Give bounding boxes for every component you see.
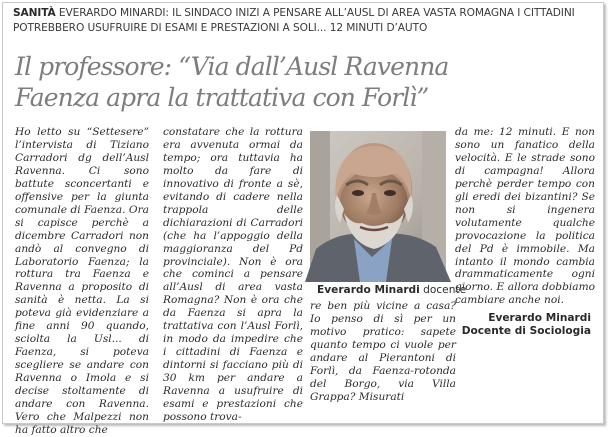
headline [15,51,600,113]
author-photo [310,131,446,282]
column-3-text: re ben più vicine a casa? Io penso di sì per un motivo pratico: sapete quanto tempo ci vuole per andare al Pierantoni di Forlì, da Faenza-rotonda del Borgo, via Villa Grappa? Misurati [310,300,456,403]
portrait-image [310,131,446,282]
article-column-3 [310,300,456,404]
headline-line-2: Faenza apra la trattativa con Forlì” [15,83,429,112]
photo-caption [317,284,466,296]
caption-name: Everardo Minardi [317,284,420,296]
article-column-1 [15,126,149,437]
article-column-2 [163,126,303,424]
signature-title: Docente di Sociologia [461,325,591,337]
headline-line-1: Il professore: “Via dall’Ausl Ravenna [15,52,449,81]
column-4-text: da me: 12 minuti. E non sono un fanatico della velocità. E le strade sono di campagna! Allora perchè perder tempo con gli eredi dei bizantini? Se non si ingenera volutamente qualche provocazione la politica del Pd è immobile. Ma intanto il mondo cambia drammaticamente ogni giorno. E allora dobbiamo cambiare anche noi. [455,126,595,307]
kicker [13,6,598,35]
newspaper-clipping [2,2,604,436]
article-column-4 [455,126,595,307]
signature-name: Everardo Minardi [488,312,591,324]
section-tag: SANITÀ [13,7,56,19]
column-2-text: constatare che la rottura era avvenuta ormai da tempo; ora tuttavia ha molto da fare di innovativo di fronte a sè, evitando di cadere nella trappola delle dichiarazioni di Carradori (che ha l’appoggio della maggioranza del Pd provinciale). Non è ora che cominci a pensare all’Ausl di area vasta Romagna? Non è ora che da Faenza si apra la trattativa con l’Ausl Forlì, in modo da impedire che i cittadini di Faenza e dintorni si facciano più di 30 km per andare a Ravenna a usufruire di esami e prestazioni che possono trova- [163,126,303,423]
kicker-text: EVERARDO MINARDI: IL SINDACO INIZI A PENSARE ALL’AUSL DI AREA VASTA ROMAGNA I CITTADINI POTREBBERO USUFRUIRE DI ESAMI E PRESTAZIONI A SOLI... 12 MINUTI D’AUTO [13,7,575,34]
column-1-text: Ho letto su “Settesere” l’intervista di Tiziano Carradori dg dell’Ausl Ravenna. Ci sono battute sconcertanti e offensive per la giunta comunale di Faenza. Ora si capisce perchè a dicembre Carradori non andò al convegno di Laboratorio Faenza; la rottura tra Faenza e Ravenna a proposito di sanità è netta. La si poteva già evidenziare a fine anni 90 quando, sciolta la Usl... di Faenza, si poteva scegliere se andare con Ravenna o Imola e si decise stoltamente di andare con Ravenna. Vero che Malpezzi non ha fatto altro che [15,126,149,436]
caption-role: docente [423,284,467,296]
